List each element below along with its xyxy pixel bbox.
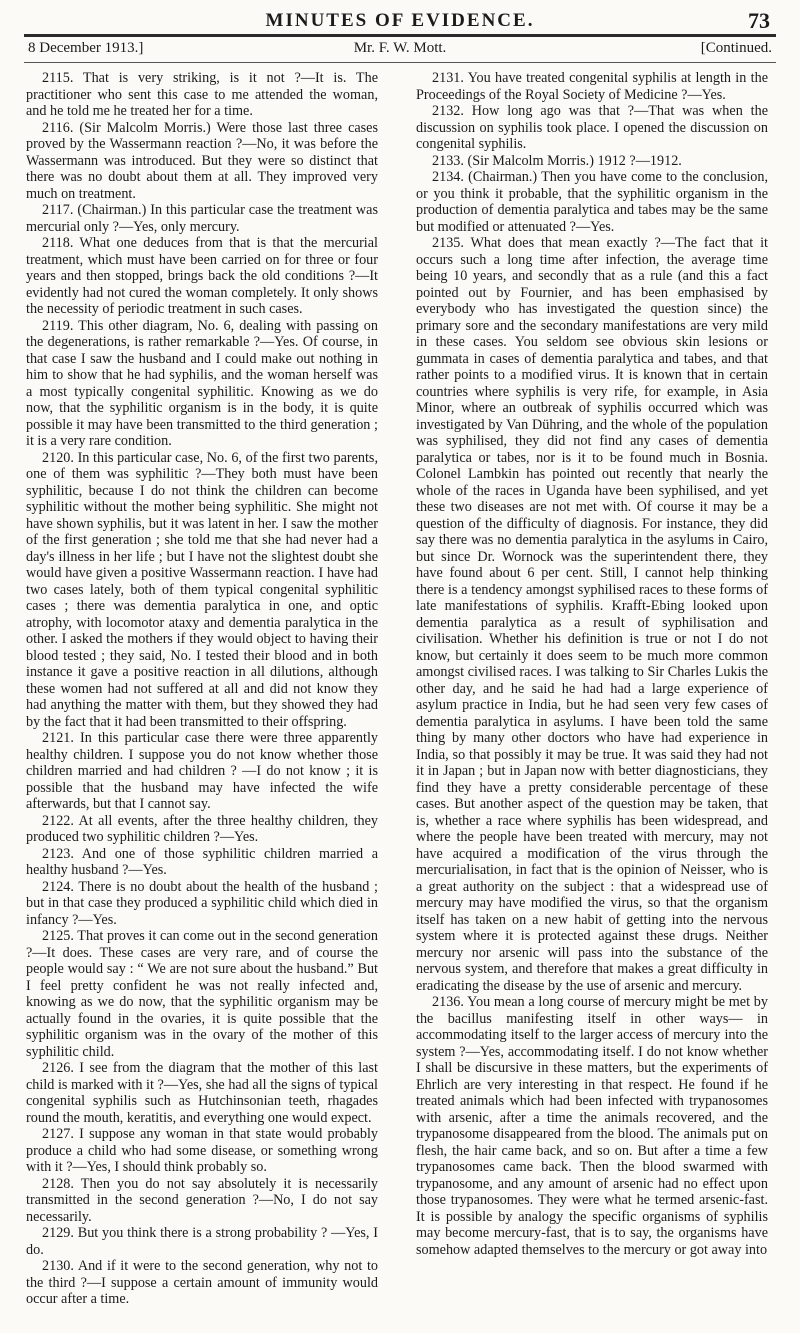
right-column — [416, 70, 768, 1258]
evidence-paragraph: 2122. At all events, after the three healthy children, they produced two syphilitic children ?—Yes. — [26, 812, 378, 845]
page-header-title: MINUTES OF EVIDENCE. — [265, 10, 535, 31]
evidence-paragraph: 2136. You mean a long course of mercury might be met by the bacillus manifesting itself in other ways— in accommodating itself to the larger access of mercury into the system ?—Yes, accommodating itself. I do not know whether I shall be discursive in these matters, but the experiments of Ehrlich are very interesting in that respect. He found if he treated animals which had been infected with trypanosomes with arsenic, after a time the animals recovered, and the trypanosome disappeared from the blood. The animals put on flesh, the hair came back, and so on. But after a time a few trypanosomes came back. Then the blood swarmed with trypanosome, and any amount of arsenic had no effect upon those trypanosomes. They were what he termed arsenic-fast. It is possible by analogy the specific organisms of syphilis may become mercury-fast, that is to say, the organisms have somehow adapted themselves to the mercury or got away into — [416, 994, 768, 1258]
left-column — [26, 70, 378, 1308]
evidence-paragraph: 2132. How long ago was that ?—That was when the discussion on syphilis took place. I opened the discussion on congenital syphilis. — [416, 103, 768, 152]
evidence-paragraph: 2123. And one of those syphilitic children married a healthy husband ?—Yes. — [26, 845, 378, 878]
evidence-paragraph: 2117. (Chairman.) In this particular case the treatment was mercurial only ?—Yes, only mercury. — [26, 202, 378, 235]
evidence-paragraph: 2124. There is no doubt about the health of the husband ; but in that case they produced a syphilitic child which died in infancy ?—Yes. — [26, 878, 378, 928]
evidence-paragraph: 2121. In this particular case there were three apparently healthy children. I suppose you do not know whether those children married and had children ? —I do not know ; it is possible that the husband may have infected the wife afterwards, but that I cannot say. — [26, 730, 378, 812]
header-rule — [24, 34, 776, 37]
evidence-paragraph: 2130. And if it were to the second generation, why not to the third ?—I suppose a certain amount of immunity would occur after a time. — [26, 1258, 378, 1307]
evidence-paragraph: 2134. (Chairman.) Then you have come to the conclusion, or you think it probable, that the syphilitic organism in the production of dementia paralytica and tabes may be the same but modified or attenuated ?—Yes. — [416, 169, 768, 235]
evidence-paragraph: 2119. This other diagram, No. 6, dealing with passing on the degenerations, is rather remarkable ?—Yes. Of course, in that case I saw the husband and I could make out nothing in him to show that he had syphilis, and the woman herself was a most typically congenital syphilitic. Knowing as we do now, that the syphilitic organism is in the body, it is quite possible it may have been transmitted to the third generation ; it is a very rare condition. — [26, 317, 378, 449]
evidence-paragraph: 2125. That proves it can come out in the second generation ?—It does. These cases are very rare, and of course the people would say : “ We are not sure about the husband.” But I feel pretty confident he was not really infected and, knowing as we do now, that the syphilitic organism may be actually found in the ovaries, it is quite possible that the syphilitic organism was in the ovary of the mother of this syphilitic child. — [26, 928, 378, 1060]
page-number: 73 — [748, 8, 770, 33]
subheader-rule — [24, 62, 776, 63]
evidence-paragraph: 2118. What one deduces from that is that the mercurial treatment, which must have been carried on for three or four years and then stopped, brings back the old conditions ?—It evidently had not cured the woman completely. It only shows the necessity of periodic treatment in such cases. — [26, 235, 378, 317]
evidence-paragraph: 2131. You have treated congenital syphilis at length in the Proceedings of the Royal Society of Medicine ?—Yes. — [416, 70, 768, 103]
evidence-paragraph: 2127. I suppose any woman in that state would probably produce a child who had some disease, or something wrong with it ?—Yes, I should think probably so. — [26, 1126, 378, 1175]
evidence-paragraph: 2120. In this particular case, No. 6, of the first two parents, one of them was syphilitic ?—They both must have been syphilitic, because I do not think the children can become syphilitic without the mother being syphilitic. She might not have shown syphilis, but it was latent in her. I saw the mother of the first generation ; she told me that she had never had a day's illness in her life ; but I have not the slightest doubt she would have given a positive Wassermann reaction. I have had two cases lately, both of them typical congenital syphilitic cases ; there was dementia paralytica in one, and optic atrophy, with locomotor ataxy and dementia paralytica in the other. I asked the mothers if they would object to having their blood tested ; they said, No. I tested their blood and in both instance it gave a positive reaction in all dilutions, although these women had not suffered at all and did not know they had anything the matter with them, but they showed they had by the fact that it had been transmitted to their offspring. — [26, 449, 378, 730]
witness-name: Mr. F. W. Mott. — [353, 40, 447, 56]
session-date: 8 December 1913.] — [28, 40, 144, 56]
evidence-paragraph: 2133. (Sir Malcolm Morris.) 1912 ?—1912. — [432, 152, 682, 169]
evidence-paragraph: 2128. Then you do not say absolutely it is necessarily transmitted in the second generation ?—No, I do not say necessarily. — [26, 1175, 378, 1225]
evidence-paragraph: 2135. What does that mean exactly ?—The fact that it occurs such a long time after infection, the average time being 10 years, and secondly that as a rule (and this a fact pointed out by Fournier, and has been emphasised by everybody who has investigated the question since) the primary sore and the secondary manifestations are very mild in these cases. You seldom see obvious skin lesions or gummata in cases of dementia paralytica and tabes, and that rather points to a modified virus. It is known that in certain countries where syphilis is very rife, for example, in Asia Minor, where an outbreak of syphilis occurred which was investigated by Van Dühring, and the whole of the population was syphilised, they did not find any cases of dementia paralytica or tabes, nor is it to be found much in Bosnia. Colonel Lambkin has pointed out recently that nearly the whole of the races in Uganda have been syphilised, and yet these two diseases are not met with. Of course it may be a question of the difficulty of diagnosis. For instance, they did say there was no dementia paralytica in the asylums in Cairo, but since Dr. Wornock was the superintendent there, they have found about 6 per cent. Still, I cannot help thinking there is a tendency amongst syphilised races to these forms of late manifestations of syphilis. Krafft-Ebing looked upon dementia paralytica as a result of syphilisation and civilisation. Whether his definition is true or not I do not know, but certainly it does seem to be much more common amongst civilised races. I was talking to Sir Charles Lukis the other day, and he said he had had a large experience of asylum practice in India, but he had seen very few cases of dementia paralytica in asylums. I have been told the same thing by many other doctors who have had experience in India, so that possibly it may be true. It was said they had not it in Japan ; but in Japan now with better diagnosticians, they find they have a pretty considerable percentage of these cases. But another aspect of the question may be taken, that is, whether a race where syphilis has been widespread, and where the people have been treated with mercury, may not have acquired a modification of the virus through the mercurialisation, in fact that is the opinion of Neisser, who is a great authority on the subject : that a widespread use of mercury may have modified the virus, so that the organism itself has taken on a new habit of getting into the nervous system where it is protected against these drugs. Neither mercury nor arsenic will pass into the substance of the nervous system, and therefore that makes a great difficulty in eradicating the disease by the use of arsenic and mercury. — [416, 235, 768, 994]
evidence-paragraph: 2115. That is very striking, is it not ?—It is. The practitioner who sent this case to me attended the woman, and he told me he treated her for a time. — [26, 70, 378, 119]
evidence-paragraph: 2116. (Sir Malcolm Morris.) Were those last three cases proved by the Wassermann reaction ?—No, it was before the Wassermann was introduced. But they were so distinct that there was no doubt about them at all. They improved very much on treatment. — [26, 119, 378, 202]
evidence-paragraph: 2126. I see from the diagram that the mother of this last child is marked with it ?—Yes, she had all the signs of typical congenital syphilis such as Hutchinsonian teeth, rhagades round the mouth, keratitis, and everything one would expect. — [26, 1060, 378, 1126]
evidence-paragraph: 2129. But you think there is a strong probability ? —Yes, I do. — [26, 1225, 378, 1258]
continued-label: [Continued. — [700, 40, 772, 56]
